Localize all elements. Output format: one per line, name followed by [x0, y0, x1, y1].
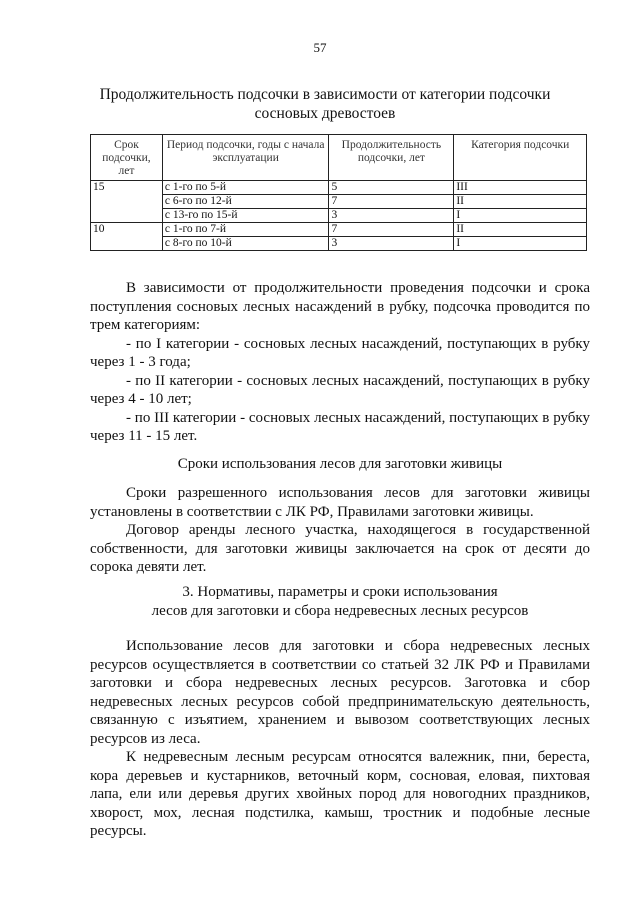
term-cell: 15	[91, 181, 163, 223]
tapping-categories-section	[90, 279, 590, 446]
table-title: Продолжительность подсочки в зависимости от категории подсочки сосновых древостоев	[99, 86, 551, 122]
paragraph: Сроки разрешенного использования лесов для заготовки живицы установлены в соответствии с ЛК РФ, Правилами заготовки живицы.	[90, 485, 590, 520]
tapping-duration-table	[90, 134, 587, 251]
category-cell: II	[454, 223, 587, 237]
section-heading-3	[90, 583, 590, 621]
period-cell: с 13-го по 15-й	[162, 209, 329, 223]
list-item: - по I категории - сосновых лесных насаждений, поступающих в рубку через 1 - 3 года;	[90, 335, 590, 370]
table-row	[91, 181, 587, 195]
category-cell: I	[454, 237, 587, 251]
paragraph: Использование лесов для заготовки и сбора недревесных лесных ресурсов осуществляется в соответствии со статьей 32 ЛК РФ и Правилами заготовки и сбора недревесных лесных ресурсов. Заготовка и сбор недревесных лесных ресурсов собой предпринимательскую деятельность, связанную с изъятием, хранением и вывозом соответствующих лесных ресурсов из леса.	[90, 638, 590, 747]
table-header-period: Период подсочки, годы с начала эксплуатации	[162, 135, 329, 181]
page-number: 57	[313, 40, 327, 55]
non-timber-resources-section	[90, 637, 590, 841]
category-cell: III	[454, 181, 587, 195]
table-row	[91, 237, 587, 251]
table-header-duration: Продолжительность подсочки, лет	[329, 135, 454, 181]
table-row	[91, 195, 587, 209]
table-row	[91, 209, 587, 223]
paragraph: К недревесным лесным ресурсам относятся валежник, пни, береста, кора деревьев и кустарников, веточный корм, сосновая, еловая, пихтовая лапа, ели или деревья других хвойных пород для новогодних праздников, хворост, мох, лесная подстилка, камыш, тростник и подобные лесные ресурсы.	[90, 749, 590, 839]
table-header-term: Срок подсочки, лет	[91, 135, 163, 181]
period-cell: с 8-го по 10-й	[162, 237, 329, 251]
duration-cell: 5	[329, 181, 454, 195]
section-heading: Сроки использования лесов для заготовки живицы	[177, 456, 503, 472]
duration-cell: 3	[329, 209, 454, 223]
duration-cell: 3	[329, 237, 454, 251]
paragraph: В зависимости от продолжительности проведения подсочки и срока поступления сосновых лесных насаждений в рубку, подсочка проводится по трем категориям:	[90, 280, 590, 333]
table-header-category: Категория подсочки	[454, 135, 587, 181]
duration-cell: 7	[329, 223, 454, 237]
table-row	[91, 223, 587, 237]
section-heading-line: 3. Нормативы, параметры и сроки использования	[182, 584, 498, 600]
resin-terms-section	[90, 484, 590, 577]
category-cell: II	[454, 195, 587, 209]
list-item: - по III категории - сосновых лесных насаждений, поступающих в рубку через 11 - 15 лет.	[90, 409, 590, 444]
section-heading-line: лесов для заготовки и сбора недревесных лесных ресурсов	[151, 603, 529, 619]
term-cell: 10	[91, 223, 163, 251]
category-cell: I	[454, 209, 587, 223]
list-item: - по II категории - сосновых лесных насаждений, поступающих в рубку через 4 - 10 лет;	[90, 372, 590, 407]
paragraph: Договор аренды лесного участка, находящегося в государственной собственности, для заготовки живицы заключается на срок от десяти до сорока девяти лет.	[90, 522, 590, 575]
duration-cell: 7	[329, 195, 454, 209]
period-cell: с 1-го по 7-й	[162, 223, 329, 237]
period-cell: с 6-го по 12-й	[162, 195, 329, 209]
period-cell: с 1-го по 5-й	[162, 181, 329, 195]
